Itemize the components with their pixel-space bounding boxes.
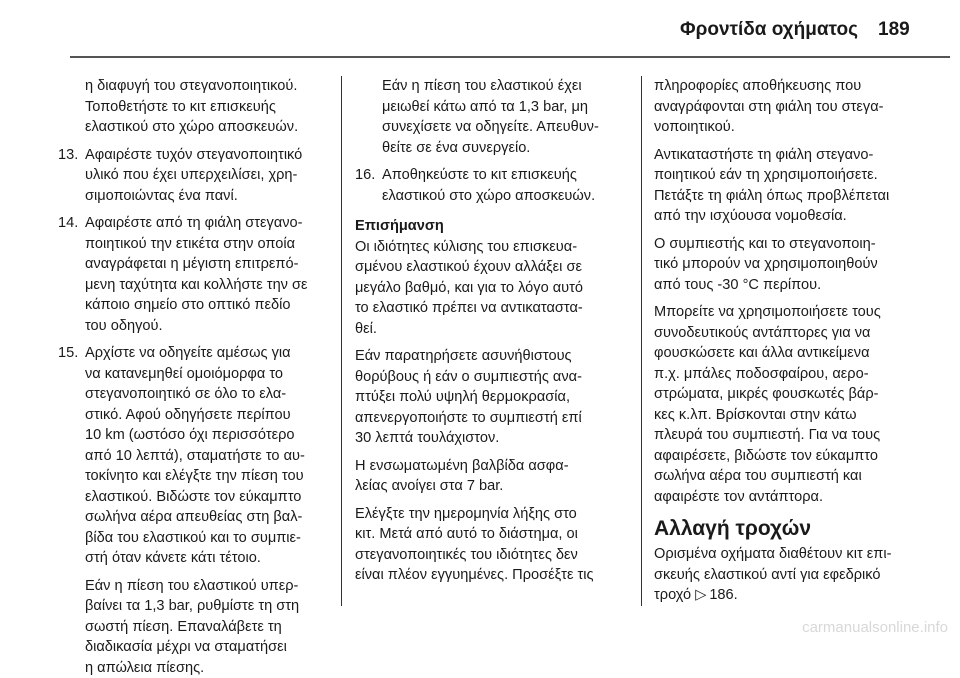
paragraph	[654, 302, 926, 507]
note-paragraph	[355, 504, 625, 586]
text-line: θορύβους ή εάν ο συμπιεστής ανα-	[355, 367, 625, 388]
continued-text	[58, 76, 328, 138]
text-fragment: τροχό	[654, 587, 691, 603]
text-line: Ελέγξτε την ημερομηνία λήξης στο	[355, 504, 625, 525]
text-line: είναι πλέον εγγυημένες. Προσέξτε τις	[355, 565, 625, 586]
text-line: σωλήνα αέρα του συμπιεστή και	[654, 466, 926, 487]
text-line: Ο συμπιεστής και το στεγανοποιη-	[654, 234, 926, 255]
column-divider-2	[641, 76, 642, 606]
text-line: συνοδευτικούς αντάπτορες για να	[654, 323, 926, 344]
text-line: στικό. Αφού οδηγήσετε περίπου	[85, 405, 328, 426]
text-line: Πετάξτε τη φιάλη όπως προβλέπεται	[654, 186, 926, 207]
text-line: Η ενσωματωμένη βαλβίδα ασφα-	[355, 456, 625, 477]
section-heading: Αλλαγή τροχών	[654, 516, 926, 542]
text-line: βαίνει τα 1,3 bar, ρυθμίστε τη στη	[85, 596, 328, 617]
text-line: από 10 λεπτά), σταματήστε το αυ-	[85, 446, 328, 467]
page-reference-arrow-icon[interactable]: ▷	[695, 585, 705, 606]
text-line: διαδικασία μέχρι να σταματήσει	[85, 637, 328, 658]
text-line: να κατανεμηθεί ομοιόμορφα το	[85, 364, 328, 385]
cross-reference-line	[654, 585, 926, 606]
text-line: Εάν παρατηρήσετε ασυνήθιστους	[355, 346, 625, 367]
note-title: Επισήμανση	[355, 216, 625, 237]
note-paragraph	[355, 456, 625, 497]
text-line: ελαστικού στο χώρο αποσκευών.	[85, 117, 328, 138]
column-2	[355, 76, 625, 586]
text-line: κες κ.λπ. Βρίσκονται στην κάτω	[654, 405, 926, 426]
text-line: από τους -30 °C περίπου.	[654, 275, 926, 296]
text-line: υλικό που έχει υπερχειλίσει, χρη-	[85, 165, 328, 186]
header-rule	[70, 56, 950, 58]
page-header	[0, 14, 960, 58]
text-line: Τοποθετήστε το κιτ επισκευής	[85, 97, 328, 118]
column-3	[654, 76, 926, 606]
text-line: μειωθεί κάτω από τα 1,3 bar, μη	[382, 97, 625, 118]
text-line: Εάν η πίεση του ελαστικού έχει	[382, 76, 625, 97]
text-line: πλευρά του συμπιεστή. Για να τους	[654, 425, 926, 446]
text-line: σωλήνα αέρα απευθείας στη βαλ-	[85, 507, 328, 528]
text-line: λείας ανοίγει στα 7 bar.	[355, 476, 625, 497]
step-number: 15.	[58, 343, 78, 364]
text-line: σμένου ελαστικού έχουν αλλάξει σε	[355, 257, 625, 278]
text-line: Μπορείτε να χρησιμοποιήσετε τους	[654, 302, 926, 323]
text-line: φουσκώσετε και άλλα αντικείμενα	[654, 343, 926, 364]
text-line: ποιητικού εάν τη χρησιμοποιήσετε.	[654, 165, 926, 186]
note-box	[355, 216, 625, 586]
page-number: 189	[878, 20, 910, 41]
step-16	[355, 165, 625, 206]
text-line: στεγανοποιητικές του ιδιότητες δεν	[355, 545, 625, 566]
paragraph	[654, 544, 926, 606]
text-line: τικό μπορούν να χρησιμοποιηθούν	[654, 254, 926, 275]
text-line: νοποιητικού.	[654, 117, 926, 138]
text-line: βίδα του ελαστικού και το συμπιε-	[85, 528, 328, 549]
text-line: στή όταν κάνετε κάτι τέτοιο.	[85, 548, 328, 569]
text-line: η απώλεια πίεσης.	[85, 658, 328, 678]
text-line: ελαστικού στο χώρο αποσκευών.	[382, 186, 625, 207]
text-line: κάποιο σημείο στο οπτικό πεδίο	[85, 295, 328, 316]
text-line: σιμοποιώντας ένα πανί.	[85, 186, 328, 207]
step-14	[58, 213, 328, 336]
text-line: Εάν η πίεση του ελαστικού υπερ-	[85, 576, 328, 597]
text-line: θεί.	[355, 319, 625, 340]
text-line: πτύξει πολύ υψηλή θερμοκρασία,	[355, 387, 625, 408]
text-line: Ορισμένα οχήματα διαθέτουν κιτ επι-	[654, 544, 926, 565]
text-line: Αφαιρέστε από τη φιάλη στεγανο-	[85, 213, 328, 234]
text-line: Αφαιρέστε τυχόν στεγανοποιητικό	[85, 145, 328, 166]
watermark: carmanualsonline.info	[802, 618, 948, 639]
text-line: πληροφορίες αποθήκευσης που	[654, 76, 926, 97]
step-number: 16.	[355, 165, 375, 186]
text-line: θείτε σε ένα συνεργείο.	[382, 138, 625, 159]
text-line: αναγράφεται η μέγιστη επιτρεπό-	[85, 254, 328, 275]
paragraph	[654, 76, 926, 138]
text-line: στεγανοποιητικό σε όλο το ελα-	[85, 384, 328, 405]
note-paragraph	[355, 237, 625, 340]
text-line: μενη ταχύτητα και κολλήστε την σε	[85, 275, 328, 296]
text-line: η διαφυγή του στεγανοποιητικού.	[85, 76, 328, 97]
column-divider-1	[341, 76, 342, 606]
text-line: αφαιρέσετε, βιδώστε τον εύκαμπτο	[654, 446, 926, 467]
text-line: Αντικαταστήστε τη φιάλη στεγανο-	[654, 145, 926, 166]
step-number: 14.	[58, 213, 78, 234]
text-line: Οι ιδιότητες κύλισης του επισκευα-	[355, 237, 625, 258]
text-line: σκευής ελαστικού αντί για εφεδρικό	[654, 565, 926, 586]
text-line: σωστή πίεση. Επαναλάβετε τη	[85, 617, 328, 638]
text-line: του οδηγού.	[85, 316, 328, 337]
page-reference-link[interactable]: 186.	[709, 587, 737, 603]
step-15	[58, 343, 328, 678]
text-line: αναγράφονται στη φιάλη του στεγα-	[654, 97, 926, 118]
text-line: 30 λεπτά τουλάχιστον.	[355, 428, 625, 449]
text-line: ελαστικού. Βιδώστε τον εύκαμπτο	[85, 487, 328, 508]
column-1	[58, 76, 328, 678]
text-line: τοκίνητο και ελέγξτε την πίεση του	[85, 466, 328, 487]
text-line: Αποθηκεύστε το κιτ επισκευής	[382, 165, 625, 186]
text-line: μεγάλο βαθμό, και για το λόγο αυτό	[355, 278, 625, 299]
page-title: Φροντίδα οχήματος	[680, 20, 858, 41]
text-line: κιτ. Μετά από αυτό το διάστημα, οι	[355, 524, 625, 545]
text-line: στρώματα, μικρές φουσκωτές βάρ-	[654, 384, 926, 405]
paragraph	[654, 234, 926, 296]
text-line: απενεργοποιήστε το συμπιεστή επί	[355, 408, 625, 429]
step-13	[58, 145, 328, 207]
text-line: από την ισχύουσα νομοθεσία.	[654, 206, 926, 227]
continued-text	[355, 76, 625, 158]
step-number: 13.	[58, 145, 78, 166]
text-line: Αρχίστε να οδηγείτε αμέσως για	[85, 343, 328, 364]
text-line: ποιητικού την ετικέτα στην οποία	[85, 234, 328, 255]
step-15-paragraph-2	[85, 576, 328, 678]
text-line: το ελαστικό πρέπει να αντικαταστα-	[355, 298, 625, 319]
text-line: αφαιρέστε τον αντάπτορα.	[654, 487, 926, 508]
text-line: π.χ. μπάλες ποδοσφαίρου, αερο-	[654, 364, 926, 385]
text-line: 10 km (ωστόσο όχι περισσότερο	[85, 425, 328, 446]
paragraph	[654, 145, 926, 227]
note-paragraph	[355, 346, 625, 449]
text-line: συνεχίσετε να οδηγείτε. Απευθυν-	[382, 117, 625, 138]
